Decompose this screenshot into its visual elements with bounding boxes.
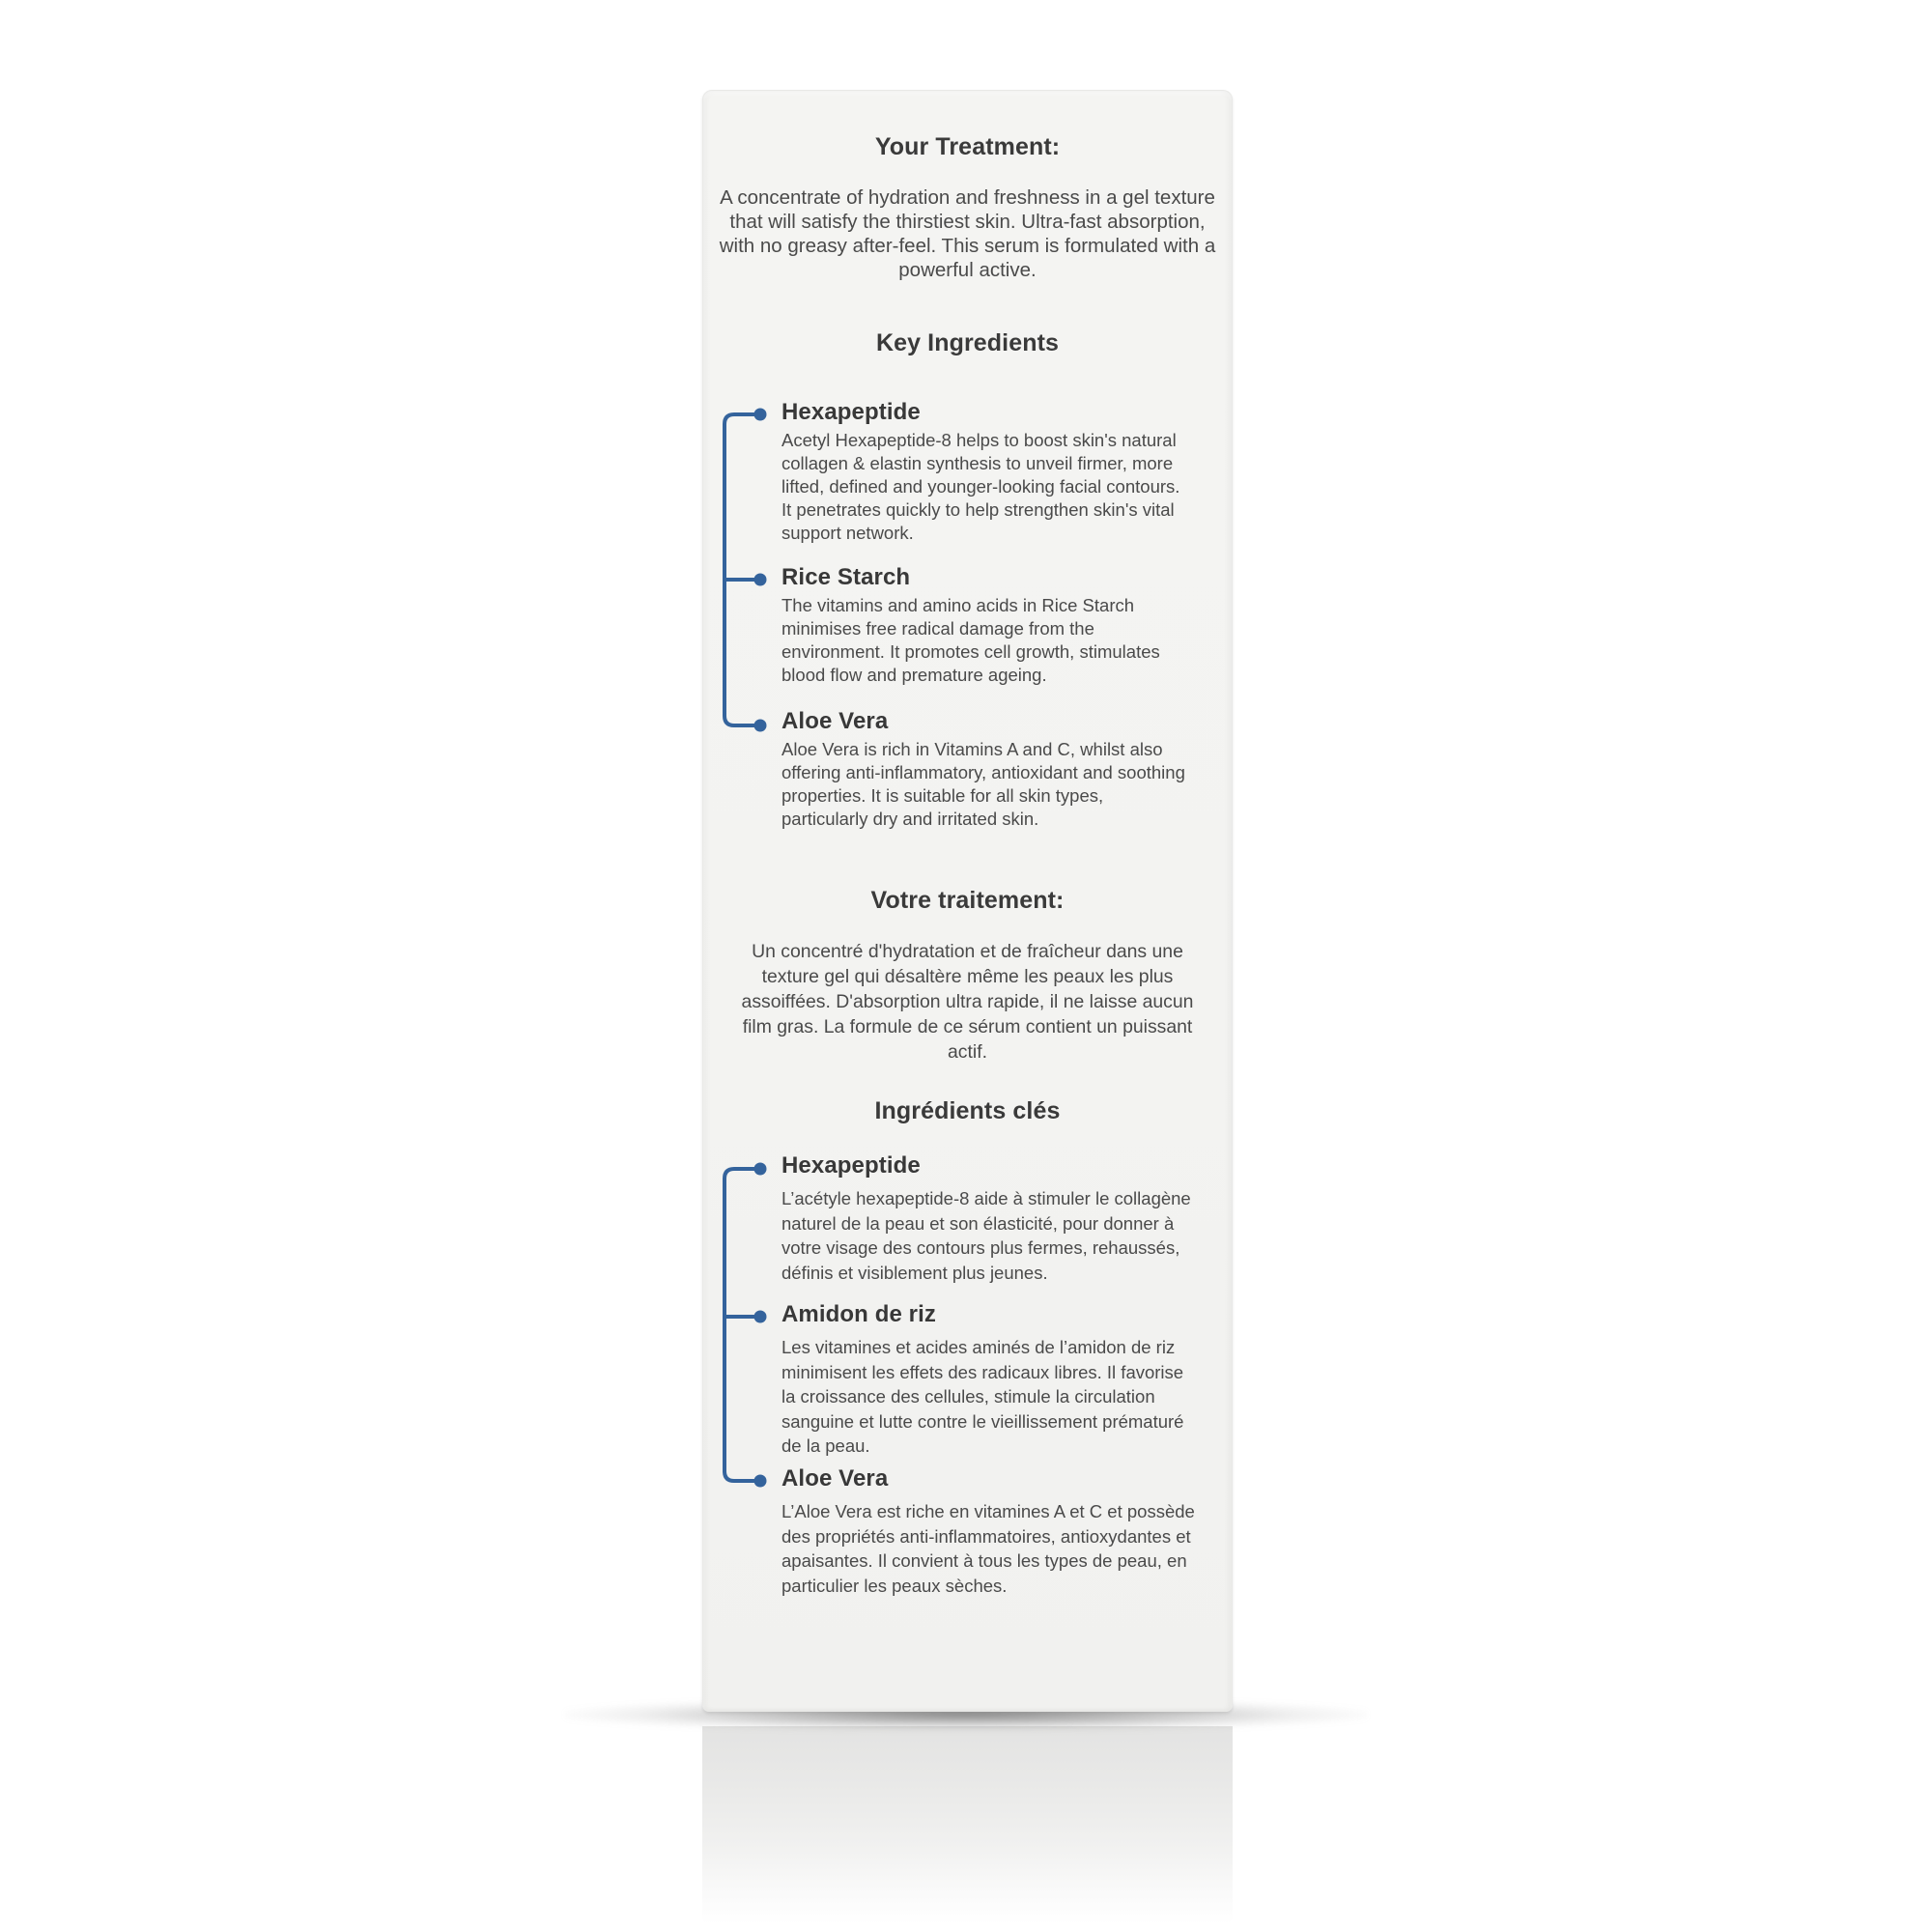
treatment-heading-fr: Votre traitement:: [870, 887, 1065, 914]
ingredient-item: [781, 563, 1189, 687]
bullet-dot: [754, 1311, 767, 1323]
ingredient-connector-fr: [718, 1162, 776, 1491]
treatment-heading-en: Your Treatment:: [874, 133, 1061, 160]
ingredient-description: L’acétyle hexapeptide-8 aide à stimuler le collagène naturel de la peau et son élasticité, pour donner à votre visage des contours plus fermes, rehaussés, définis et visiblement plus jeunes.: [781, 1188, 1191, 1283]
ingredient-name: Hexapeptide: [781, 1152, 921, 1179]
key-ingredients-heading-fr: Ingrédients clés: [874, 1097, 1061, 1124]
bullet-dot: [754, 574, 767, 586]
ingredient-item: [781, 1464, 1195, 1598]
product-box-back-panel: [702, 90, 1233, 1712]
ingredient-name: Hexapeptide: [781, 399, 921, 425]
connector-line: [724, 414, 760, 725]
ingredient-description: Les vitamines et acides aminés de l’amidon de riz minimisent les effets des radicaux libres. Il favorise la croissance des cellules, stimule la circulation sanguine et lutte contre le vieillissement prématuré de la peau.: [781, 1337, 1184, 1456]
ingredient-description: Acetyl Hexapeptide-8 helps to boost skin's natural collagen & elastin synthesis to unveil firmer, more lifted, defined and younger-looking facial contours. It penetrates quickly to help strengthen skin's vital support network.: [781, 430, 1180, 543]
ingredient-name: Amidon de riz: [781, 1301, 936, 1327]
bullet-dot: [754, 409, 767, 421]
ingredient-description: Aloe Vera is rich in Vitamins A and C, whilst also offering anti-inflammatory, antioxidant and soothing properties. It is suitable for all skin types, particularly dry and irritated skin.: [781, 739, 1185, 829]
ingredient-description: The vitamins and amino acids in Rice Starch minimises free radical damage from the environment. It promotes cell growth, stimulates blood flow and premature ageing.: [781, 595, 1160, 685]
connector-line: [724, 1169, 760, 1481]
ingredient-name: Rice Starch: [781, 564, 911, 590]
key-ingredients-heading-en: Key Ingredients: [875, 329, 1060, 356]
ingredient-item: [781, 398, 1189, 545]
box-reflection: [702, 1726, 1233, 1924]
ingredient-item: [781, 1151, 1195, 1285]
ingredient-connector-en: [718, 408, 776, 736]
bullet-dot: [754, 1163, 767, 1176]
ingredient-item: [781, 707, 1189, 831]
bullet-dot: [754, 720, 767, 732]
treatment-description-en: A concentrate of hydration and freshness in a gel texture that will satisfy the thirstiest skin. Ultra-fast absorption, with no greasy after-feel. This serum is formulated with a powerful active.: [719, 186, 1216, 281]
ingredient-name: Aloe Vera: [781, 708, 889, 734]
ingredient-description: L’Aloe Vera est riche en vitamines A et C et possède des propriétés anti-inflammatoires, antioxydantes et apaisantes. Il convient à tous les types de peau, en particulier les peaux sèches.: [781, 1501, 1195, 1596]
ingredient-name: Aloe Vera: [781, 1465, 889, 1492]
treatment-description-fr: Un concentré d'hydratation et de fraîcheur dans une texture gel qui désaltère même les peaux les plus assoiffées. D'absorption ultra rapide, il ne laisse aucun film gras. La formule de ce sérum contient un puissant actif.: [741, 941, 1194, 1063]
ingredient-item: [781, 1300, 1195, 1459]
bullet-dot: [754, 1475, 767, 1488]
